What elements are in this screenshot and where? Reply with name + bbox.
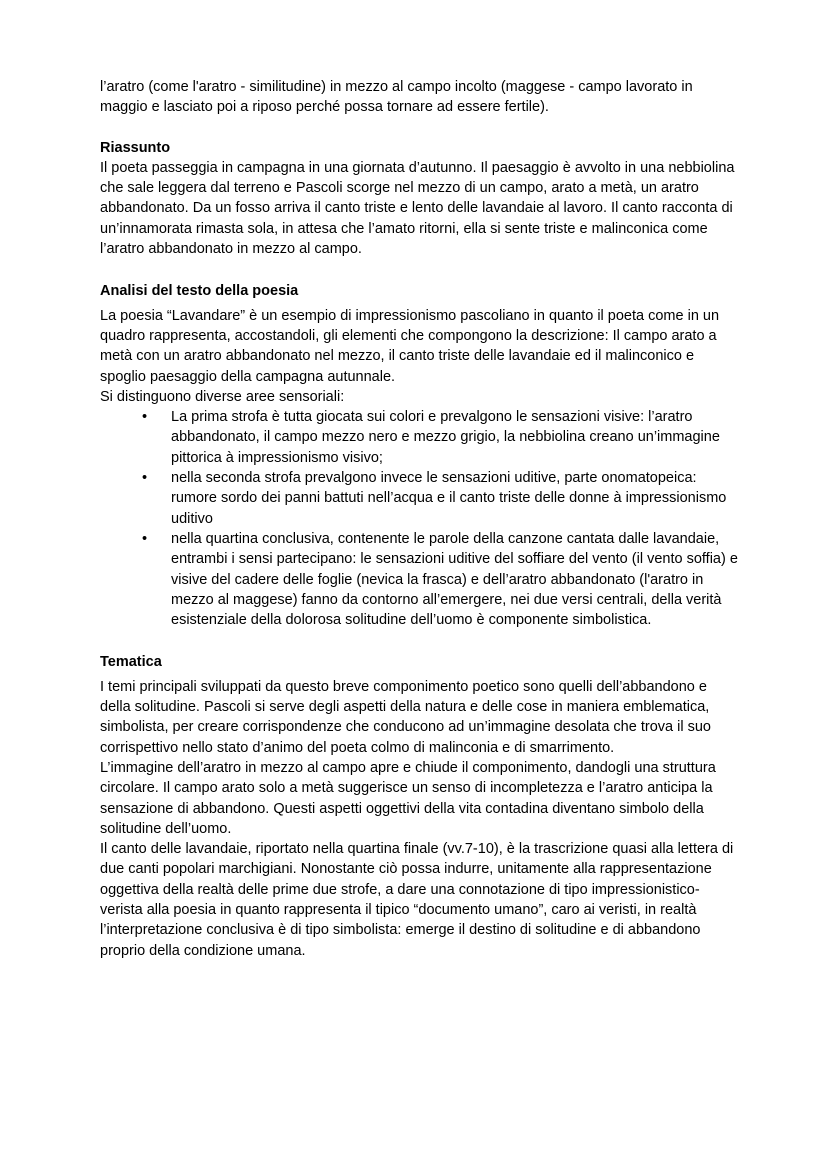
- list-item: • nella quartina conclusiva, contenente le parole della canzone cantata dalle lavandaie, entrambi i sensi partecipano: le sensazioni uditive del soffiare del vento (il vento soffia) e visive del cadere delle foglie (nevica la frasca) e dell’aratro abbandonato (l'aratro in mezzo al maggese) fanno da contorno all’emergere, nei due versi centrali, della verità esistenziale della dolorosa solitudine dell’uomo è componente simbolistica.: [100, 529, 740, 630]
- riassunto-paragraph: Il poeta passeggia in campagna in una giornata d’autunno. Il paesaggio è avvolto in una nebbiolina che sale leggera dal terreno e Pascoli scorge nel mezzo di un campo, arato a metà, un aratro abbandonato. Da un fosso arriva il canto triste e lento delle lavandaie al lavoro. Il canto racconta di un’innamorata rimasta sola, in attesa che l’amato ritorni, ella si sente triste e malinconica come l’aratro abbandonato in mezzo al campo.: [100, 159, 735, 258]
- list-item: • nella seconda strofa prevalgono invece le sensazioni uditive, parte onomatopeica: rumore sordo dei panni battuti nell’acqua e il canto triste delle donne à impressionismo uditivo: [100, 468, 740, 529]
- section-heading-tematica: Tematica: [100, 654, 162, 671]
- tematica-paragraph: I temi principali sviluppati da questo breve componimento poetico sono quelli dell’abbandono e della solitudine. Pascoli si serve degli aspetti della natura e delle cose in maniera emblematica, simbolista, per creare corrispondenze che conducono ad un’immagine desolata che trova il suo corrispettivo nello stato d’animo del poeta colmo di malinconia e di smarrimento.: [100, 678, 711, 756]
- tematica-paragraph: Il canto delle lavandaie, riportato nella quartina finale (vv.7-10), è la trascrizione quasi alla lettera di due canti popolari marchigiani. Nonostante ciò possa indurre, unitamente alla rappresentazione oggettiva della realtà delle prime due strofe, a dare una connotazione di tipo impressionistico-verista alla poesia in quanto rappresenta il tipico “documento umano”, caro ai veristi, in realtà l’interpretazione conclusiva è di tipo simbolista: emerge il destino di solitudine e di abbandono proprio della condizione umana.: [100, 841, 734, 959]
- analisi-paragraph: La poesia “Lavandare” è un esempio di impressionismo pascoliano in quanto il poeta come in un quadro rappresenta, accostandoli, gli elementi che compongono la descrizione: Il campo arato a metà con un aratro abbandonato nel mezzo, il canto triste delle lavandaie ed il malinconico e spoglio paesaggio della campagna autunnale.: [100, 307, 720, 385]
- section-heading-analisi: Analisi del testo della poesia: [100, 283, 299, 300]
- document-body: [100, 77, 740, 961]
- section-heading-riassunto: Riassunto: [100, 139, 171, 156]
- analisi-list-intro: Si distinguono diverse aree sensoriali:: [100, 388, 345, 405]
- tematica-paragraph: L’immagine dell’aratro in mezzo al campo apre e chiude il componimento, dandogli una struttura circolare. Il campo arato solo a metà suggerisce un senso di incompletezza e l’aratro anticipa la sensazione di abbandono. Questi aspetti oggettivi della vita contadina diventano simbolo della solitudine dell’uomo.: [100, 759, 716, 837]
- list-item: • La prima strofa è tutta giocata sui colori e prevalgono le sensazioni visive: l’aratro abbandonato, il campo mezzo nero e mezzo grigio, la nebbiolina creano un’immagine pittorica à impressionismo visivo;: [100, 407, 740, 468]
- intro-paragraph: l’aratro (come l'aratro - similitudine) in mezzo al campo incolto (maggese - campo lavorato in maggio e lasciato poi a riposo perché possa tornare ad essere fertile).: [100, 79, 693, 116]
- sensory-areas-list: [100, 407, 740, 630]
